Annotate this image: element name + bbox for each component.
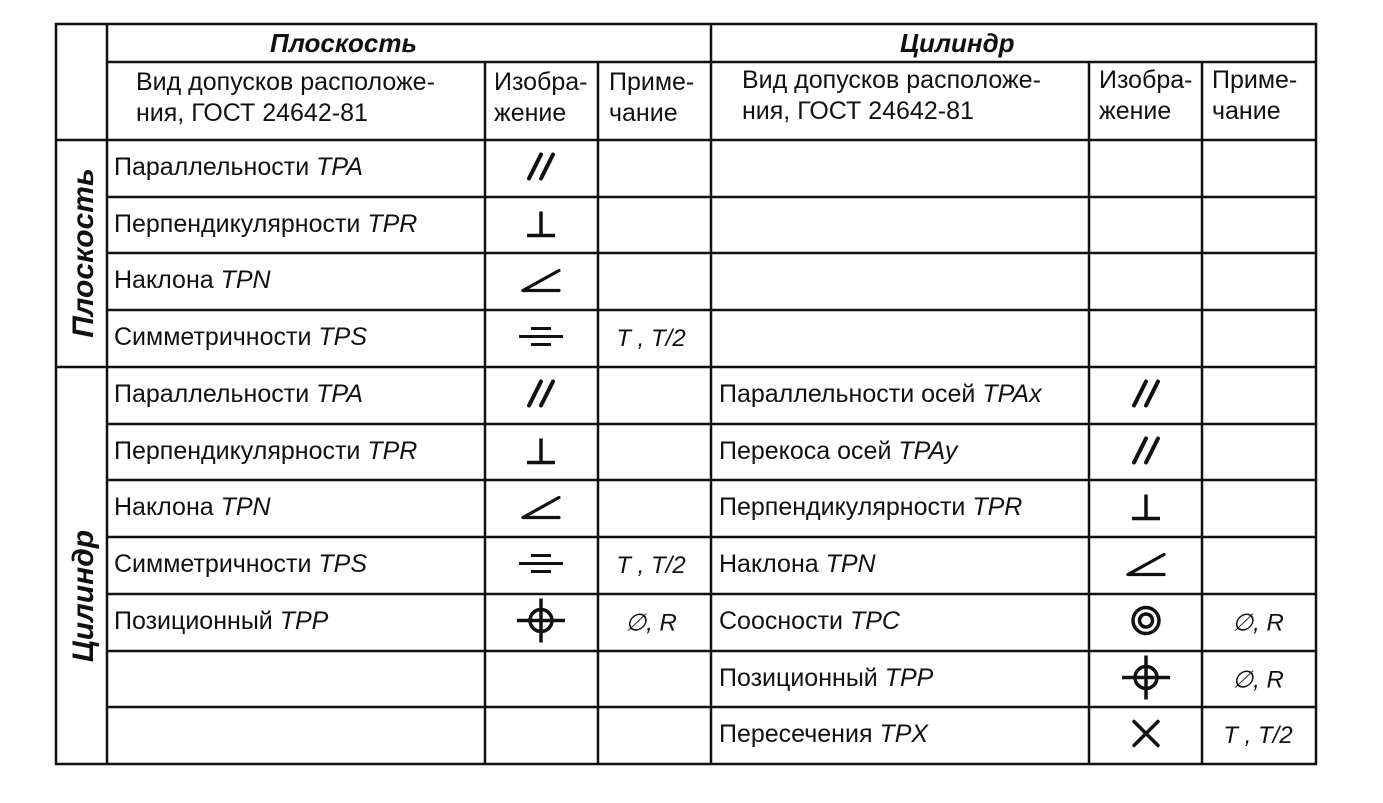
position-icon — [515, 596, 567, 649]
cyl-plane-note-4: ∅, R — [625, 609, 677, 636]
col-image-line1-cyl: Изобра- — [1099, 66, 1193, 94]
plane-plane-type-0: Параллельности TPA — [114, 152, 363, 181]
cyl-plane-note-3: T , T/2 — [616, 551, 686, 579]
plane-plane-code-1: TPR — [367, 209, 418, 238]
parallel-icon — [521, 151, 561, 186]
plane-plane-code-3: TPS — [318, 322, 368, 351]
cyl-plane-code-0: TPA — [316, 379, 363, 408]
cyl-cyl-note-4: ∅, R — [1232, 609, 1284, 636]
cyl-plane-code-1: TPR — [367, 436, 418, 465]
cyl-cyl-type-5: Позиционный TPP — [719, 663, 934, 692]
col-type-line2: ния, ГОСТ 24642-81 — [136, 99, 368, 127]
col-type-line1: Вид допусков расположе- — [136, 68, 435, 96]
symmetry-icon — [517, 552, 565, 579]
cyl-plane-type-4: Позиционный TPP — [114, 606, 329, 635]
parallel-icon — [1126, 435, 1166, 470]
perpendicular-icon — [1128, 491, 1164, 526]
cyl-plane-type-0: Параллельности TPA — [114, 379, 363, 408]
cyl-cyl-note-5: ∅, R — [1232, 666, 1284, 693]
plane-plane-code-2: TPN — [220, 265, 271, 294]
cyl-cyl-code-2: TPR — [972, 492, 1023, 521]
col-image-line2: жение — [494, 99, 567, 127]
col-image-line1: Изобра- — [494, 68, 588, 96]
cyl-cyl-code-0: TPAx — [982, 379, 1042, 408]
cyl-cyl-code-1: TPAy — [898, 436, 958, 465]
row-group-cylinder: Цилиндр — [67, 529, 100, 663]
header-plane: Плоскость — [270, 28, 417, 58]
plane-plane-note-3: T , T/2 — [616, 324, 686, 352]
col-type-line2-cyl: ния, ГОСТ 24642-81 — [742, 97, 974, 125]
plane-plane-type-3: Симметричности TPS — [114, 322, 368, 351]
cyl-cyl-type-4: Соосности TPC — [719, 606, 900, 635]
col-note-line2: чание — [609, 99, 678, 127]
cyl-cyl-code-4: TPC — [849, 606, 900, 635]
cyl-plane-type-1: Перпендикулярности TPR — [114, 436, 418, 465]
parallel-icon — [521, 378, 561, 413]
cyl-plane-code-2: TPN — [220, 492, 271, 521]
col-note-line2-cyl: чание — [1212, 97, 1281, 125]
angle-icon — [1124, 549, 1168, 582]
col-image-line2-cyl: жение — [1099, 97, 1172, 125]
intersection-icon — [1129, 718, 1163, 753]
cyl-plane-type-3: Симметричности TPS — [114, 549, 368, 578]
cyl-plane-code-3: TPS — [318, 549, 368, 578]
cyl-cyl-type-3: Наклона TPN — [719, 549, 876, 578]
cyl-cyl-note-6: T , T/2 — [1223, 721, 1293, 749]
cyl-cyl-type-1: Перекоса осей TPAy — [719, 436, 958, 465]
col-note-line1: Приме- — [609, 68, 695, 96]
parallel-icon — [1126, 378, 1166, 413]
cyl-cyl-code-3: TPN — [825, 549, 876, 578]
header-cylinder: Цилиндр — [900, 28, 1015, 58]
cyl-cyl-type-6: Пересечения TPX — [719, 719, 929, 748]
plane-plane-code-0: TPA — [316, 152, 363, 181]
perpendicular-icon — [523, 208, 559, 243]
symmetry-icon — [517, 325, 565, 352]
position-icon — [1120, 653, 1172, 706]
col-note-line1-cyl: Приме- — [1212, 66, 1298, 94]
perpendicular-icon — [523, 435, 559, 470]
cyl-cyl-type-0: Параллельности осей TPAx — [719, 379, 1042, 408]
cyl-cyl-code-6: TPX — [879, 719, 929, 748]
plane-plane-type-2: Наклона TPN — [114, 265, 271, 294]
row-group-plane: Плоскость — [67, 168, 100, 338]
cyl-plane-type-2: Наклона TPN — [114, 492, 271, 521]
plane-plane-type-1: Перпендикулярности TPR — [114, 209, 418, 238]
angle-icon — [519, 265, 563, 298]
col-type-line1-cyl: Вид допусков расположе- — [742, 66, 1041, 94]
cyl-cyl-code-5: TPP — [884, 663, 934, 692]
coaxiality-icon — [1129, 603, 1163, 642]
angle-icon — [519, 492, 563, 525]
cyl-cyl-type-2: Перпендикулярности TPR — [719, 492, 1023, 521]
cyl-plane-code-4: TPP — [279, 606, 329, 635]
